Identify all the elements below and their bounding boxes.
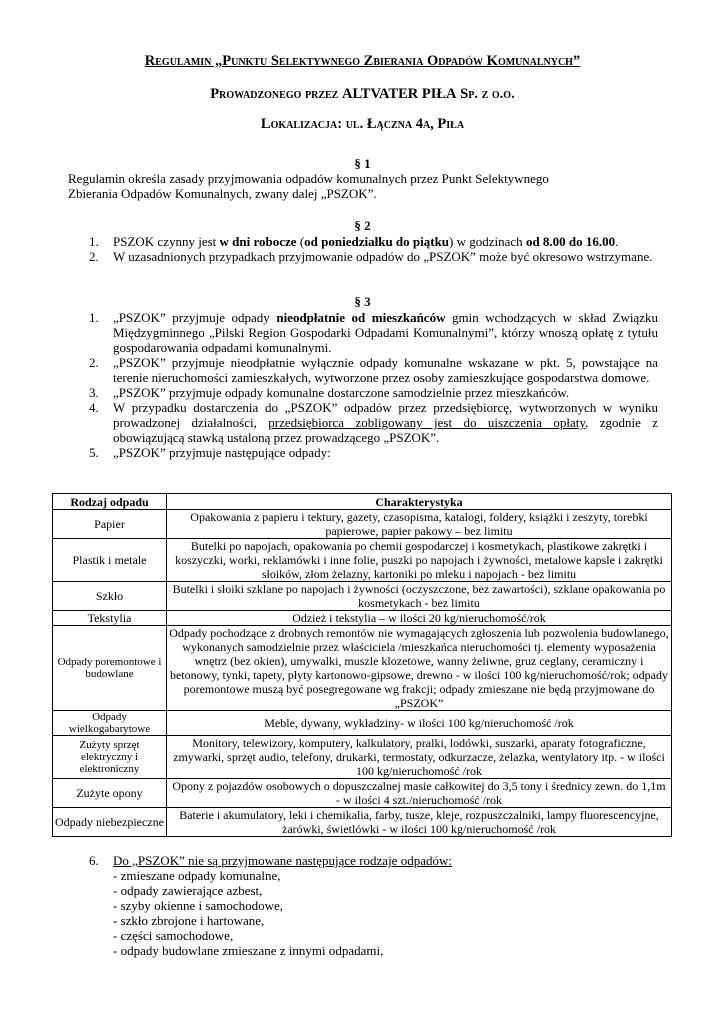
excluded-waste-item: - szyby okienne i samochodowe, [113,898,284,913]
section-2-list [68,234,658,264]
column-header-description: Charakterystyka [167,494,672,510]
item-bold: nieodpłatnie od mieszkańców [276,310,446,325]
waste-description-cell: Odzież i tekstylia – w ilości 20 kg/nieruchomość/rok [167,611,672,626]
list-number: 2. [89,249,99,264]
table-header-row [53,494,672,510]
list-item [68,853,668,868]
item-text: „PSZOK” przyjmuje odpady komunalne dostarczone samodzielnie przez mieszkańców. [113,385,570,400]
table-row [53,611,672,626]
waste-type-cell: Zużyte opony [53,779,167,808]
excluded-waste-item: - zmieszane odpady komunalne, [113,868,281,883]
item-text: ) w godzinach [449,234,526,249]
waste-type-cell: Odpady poremontowe i budowlane [53,626,167,711]
list-item [68,445,658,460]
table-row [53,711,672,736]
list-number: 4. [89,400,99,415]
company-name: ALTVATER PIŁA [341,86,457,102]
document-title: Regulamin „Punktu Selektywnego Zbierania Odpadów Komunalnych” [144,53,581,69]
list-item [68,310,658,355]
item-text: , zgodnie z obowiązującą stawką ustaloną przez prowadzącego „PSZOK”. [113,415,659,445]
excluded-waste-item: - szkło zbrojone i hartowane, [113,913,265,928]
column-header-type: Rodzaj odpadu [53,494,167,510]
list-item [68,234,658,249]
waste-description-cell: Opakowania z papieru i tektury, gazety, czasopisma, katalogi, foldery, książki i zeszyty, torebki papierowe, papier pakowy – bez limitu [167,510,672,539]
item-text: W przypadku dostarczenia do „PSZOK” odpadów przez przedsiębiorcę, wytworzonych w wyniku prowadzonej działalności, [113,400,658,430]
list-number: 2. [89,355,99,370]
waste-type-cell: Szkło [53,582,167,611]
subtitle-prefix: Prowadzonego przez [210,86,342,102]
list-item [68,249,658,264]
document-location: Lokalizacja: ul. Łączna 4a, Piła [260,116,465,132]
section-1-heading: § 1 [354,156,371,171]
waste-description-cell: Butelki po napojach, opakowania po chemii gospodarczej i kosmetykach, plastikowe zakrętki i koszyczki, worki, reklamówki i inne folie, puszki po napojach i żywności, metalowe kapsle i zakrętki słoików, złom żelazny, kartoniki po mleku i napojach - bez limitu [167,539,672,582]
item-text: gmin wchodzących w skład Związku Międzygminnego „Pilski Region Gospodarki Odpadami Komunalnymi”, którzy wnoszą opłatę z tytułu gospodarowania odpadami komunalnymi. [113,310,658,355]
list-item [68,355,658,385]
list-item [68,385,658,400]
waste-description-cell: Meble, dywany, wykładziny- w ilości 100 kg/nieruchomość /rok [167,711,672,736]
waste-types-table [52,493,672,837]
section-3-heading: § 3 [354,294,371,309]
waste-description-cell: Baterie i akumulatory, leki i chemikalia, farby, tusze, kleje, rozpuszczalniki, lampy fluorescencyjne, żarówki, świetlówki - w ilości 100 kg/nieruchomość /rok [167,808,672,837]
waste-type-cell: Papier [53,510,167,539]
item-underlined: przedsiębiorca zobligowany jest do uiszczenia opłaty [268,415,586,430]
item-text: „PSZOK” przyjmuje następujące odpady: [113,445,331,460]
table-row [53,779,672,808]
table-row [53,539,672,582]
table-row [53,510,672,539]
item-text: W uzasadnionych przypadkach przyjmowanie odpadów do „PSZOK” może być okresowo wstrzymane. [113,249,653,264]
waste-type-cell: Plastik i metale [53,539,167,582]
table-row [53,626,672,711]
section-1-text: Regulamin określa zasady przyjmowania odpadów komunalnych przez Punkt Selektywnego Zbierania Odpadów Komunalnych, zwany dalej „PSZOK”. [68,171,549,201]
item-text: PSZOK czynny jest [113,234,220,249]
company-suffix: Sp. z o.o. [456,86,515,102]
list-item [68,400,658,445]
item-text: . [615,234,619,249]
waste-type-cell: Odpady niebezpieczne [53,808,167,837]
table-row [53,736,672,779]
waste-type-cell: Odpady wielkogabarytowe [53,711,167,736]
list-number: 1. [89,234,99,249]
section-3-item-6 [68,853,668,958]
section-2-heading: § 2 [354,218,371,233]
document-subtitle [0,87,725,102]
waste-type-cell: Tekstylia [53,611,167,626]
waste-description-cell: Odpady pochodzące z drobnych remontów nie wymagających zgłoszenia lub pozwolenia budowlanego, wykonanych samodzielnie przez właściciela /mieszkańca nieruchomości tj. elementy wyposażenia wnętrz (bez okien), umywalki, muszle klozetowe, wanny żeliwne, gruz ceglany, ceramiczny i betonowy, tynki, tapety, płyty kartonowo-gipsowe, drewno - w ilości 100 kg/nieruchomość/rok; odpady poremontowe muszą być posegregowane wg frakcji; odpady zmieszane nie będą przyjmowane do „PSZOK” [167,626,672,711]
waste-description-cell: Butelki i słoiki szklane po napojach i żywności (oczyszczone, bez zawartości), szklane opakowania po kosmetykach - bez limitu [167,582,672,611]
table-row [53,582,672,611]
excluded-waste-item: - odpady budowlane zmieszane z innymi odpadami, [113,943,384,958]
waste-type-cell: Zużyty sprzęt elektryczny i elektroniczny [53,736,167,779]
list-number: 6. [89,853,99,868]
item-text: „PSZOK” przyjmuje nieodpłatnie wyłącznie odpady komunalne wskazane w pkt. 5, powstające na terenie nieruchomości zamieszkałych, wytworzone przez osoby zamieszkujące gospodarstwa domowe. [113,355,658,385]
item-text: ( [296,234,305,249]
table-row [53,808,672,837]
list-number: 3. [89,385,99,400]
excluded-waste-item: - odpady zawierające azbest, [113,883,263,898]
excluded-waste-item: - części samochodowe, [113,928,234,943]
list-number: 5. [89,445,99,460]
waste-description-cell: Monitory, telewizory, komputery, kalkulatory, pralki, lodówki, suszarki, aparaty fotograficzne, zmywarki, sprzęt audio, telefony, drukarki, termostaty, odkurzacze, żelazka, wentylatory itp. - w ilości 100 kg/nieruchomość /rok [167,736,672,779]
item-bold: od poniedziałku do piątku [304,234,450,249]
excluded-waste-heading: Do „PSZOK” nie są przyjmowane następujące rodzaje odpadów: [113,853,452,868]
list-number: 1. [89,310,99,325]
item-text: „PSZOK” przyjmuje odpady [113,310,277,325]
item-bold: od 8.00 do 16.00 [525,234,616,249]
waste-description-cell: Opony z pojazdów osobowych o dopuszczalnej masie całkowitej do 3,5 tony i średnicy zewn. do 1,1m - w ilości 4 szt./nieruchomość /rok [167,779,672,808]
section-3-list [68,310,658,460]
item-bold: w dni robocze [219,234,297,249]
